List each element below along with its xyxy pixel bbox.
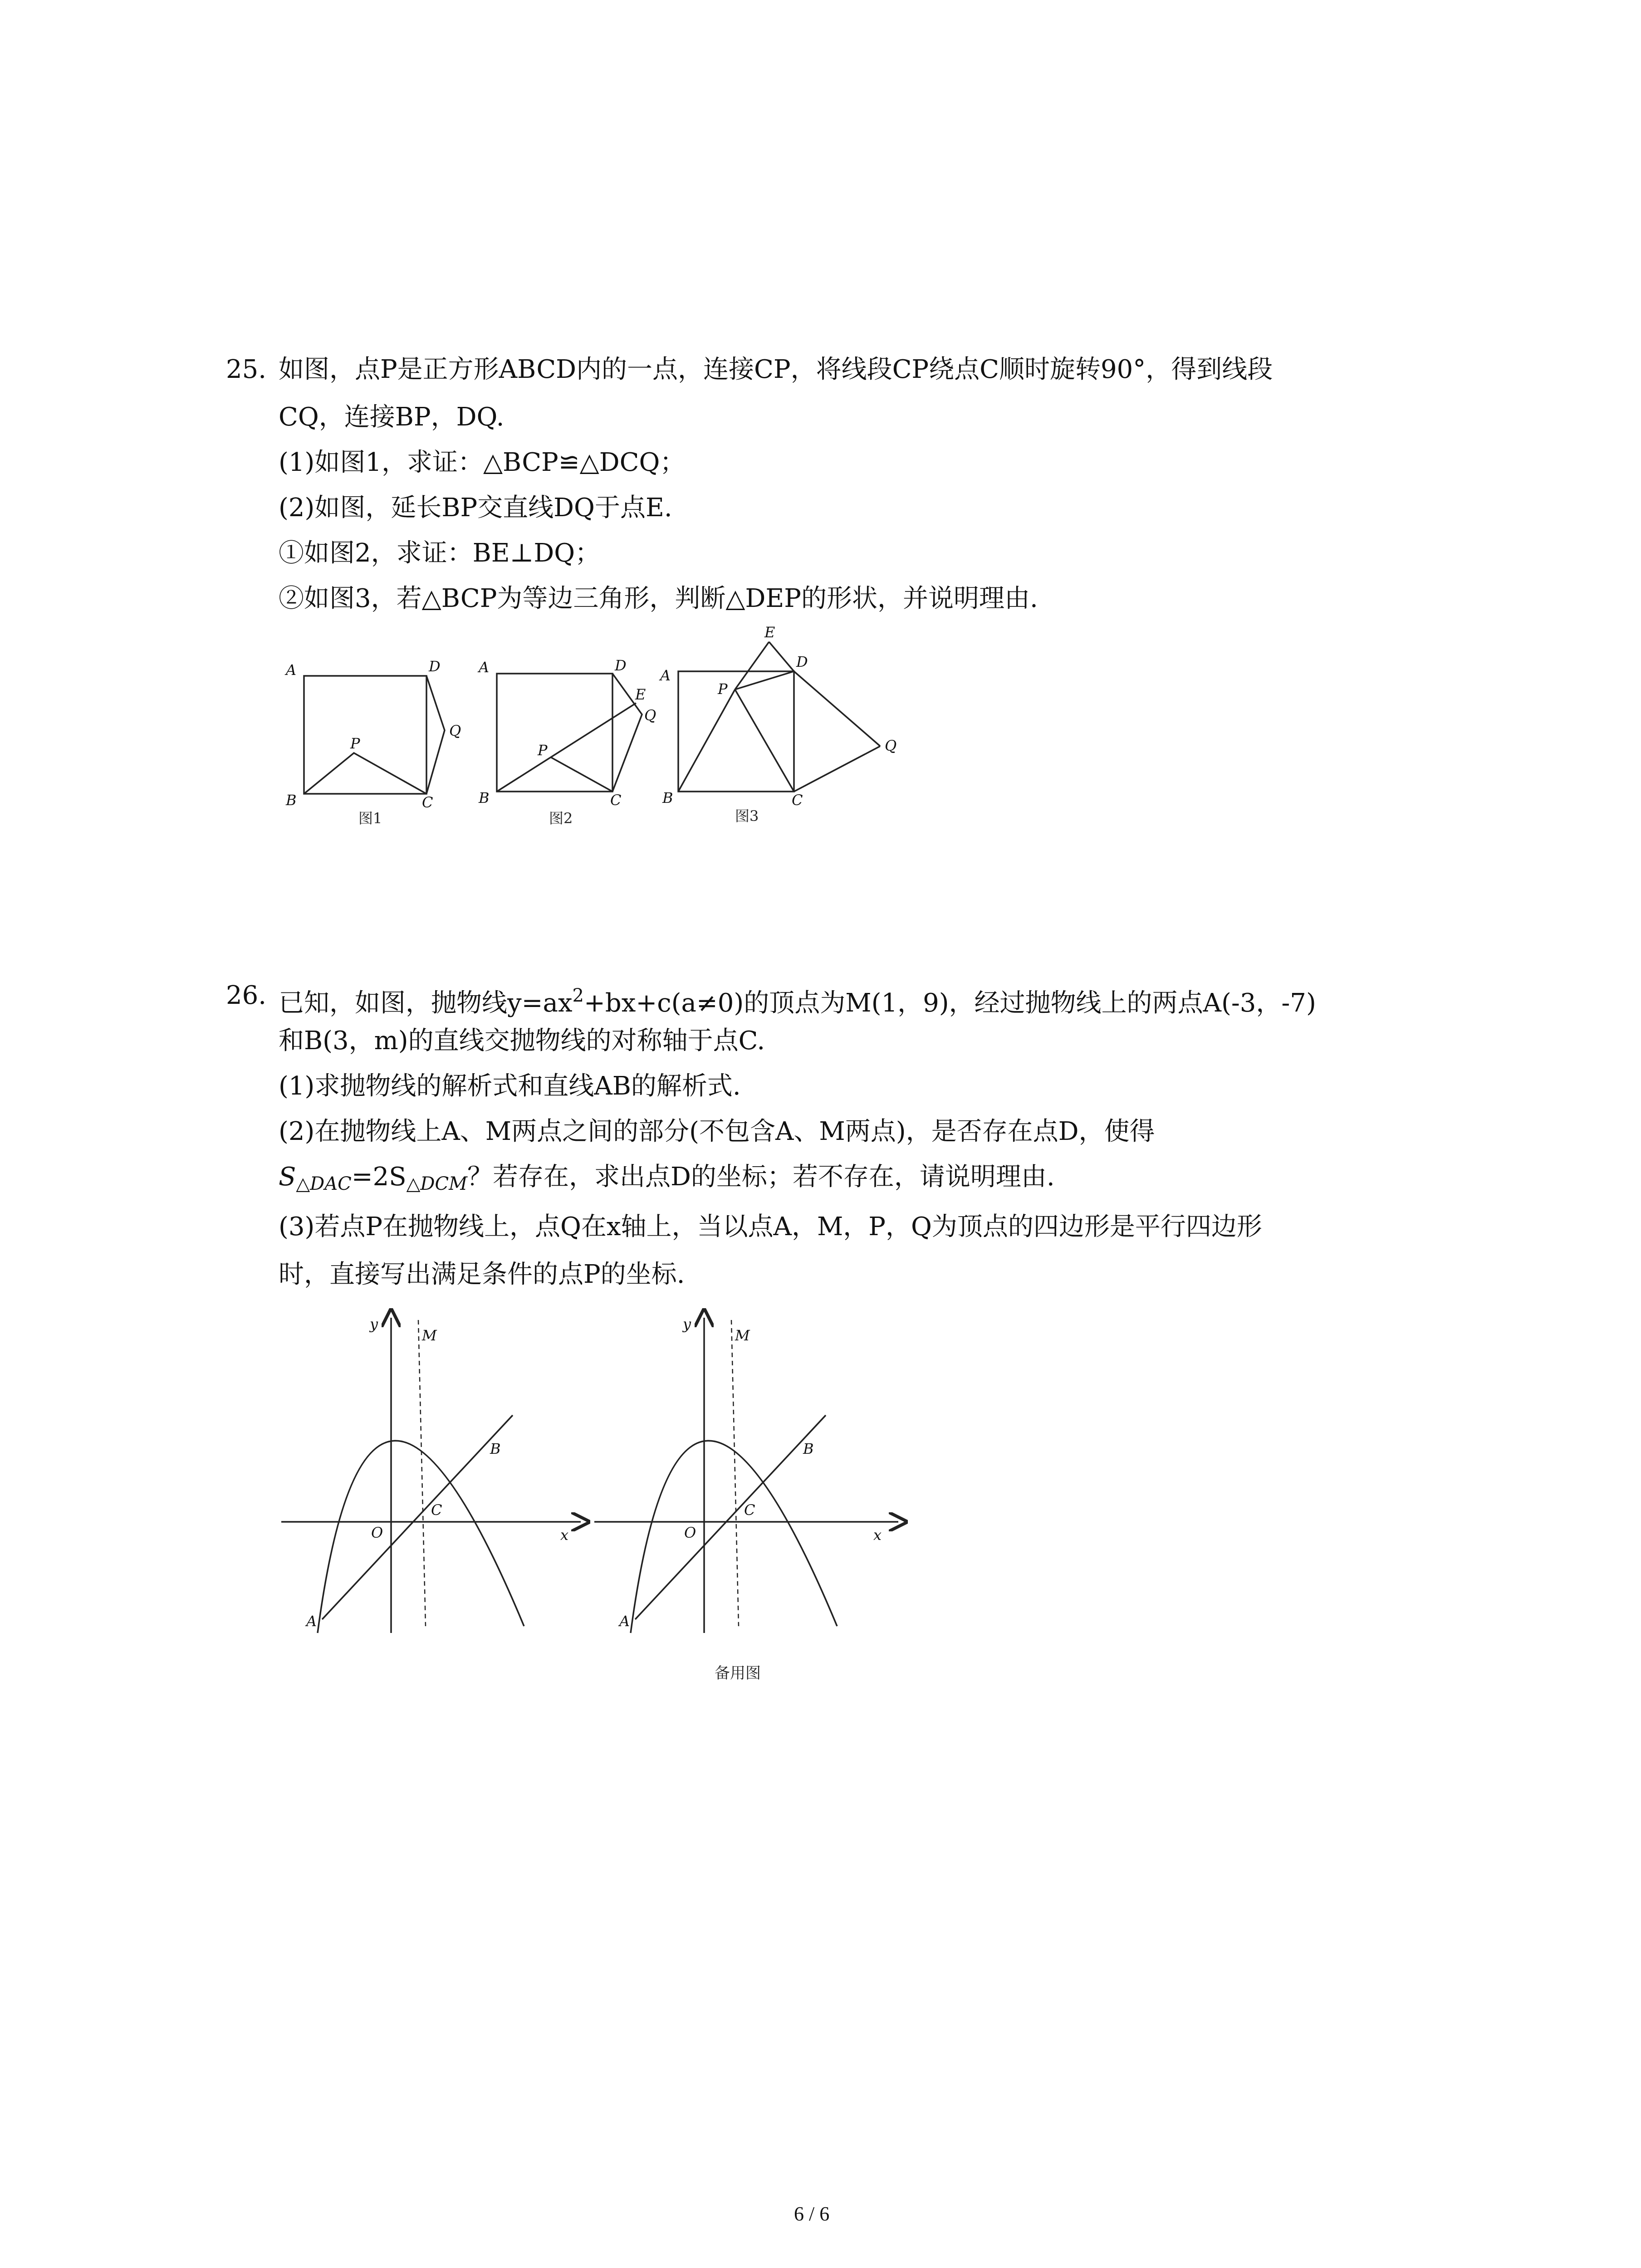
question-text: (2)如图，延长BP交直线DQ于点E. (279, 493, 672, 523)
point-label-c: C (431, 1501, 442, 1519)
label-e: E (764, 624, 775, 641)
point-label-b: B (490, 1440, 501, 1457)
label-q: Q (644, 707, 656, 724)
label-d: D (615, 657, 627, 674)
label-a: A (479, 659, 490, 676)
question-text: (3)若点P在抛物线上，点Q在x轴上，当以点A，M，P，Q为顶点的四边形是平行四边形 (279, 1212, 1262, 1242)
text-part: 已知，如图，抛物线y=ax (279, 988, 573, 1018)
question-text: ①如图2，求证：BE⊥DQ； (279, 538, 601, 568)
superscript: 2 (572, 985, 584, 1006)
label-c: C (610, 792, 622, 809)
question-text: CQ，连接BP，DQ. (279, 402, 505, 432)
text-part: =2S (351, 1162, 407, 1192)
subscript: △DCM (406, 1173, 468, 1194)
q26-graphs (272, 1306, 930, 1696)
question-text: ②如图3，若△BCP为等边三角形，判断△DEP的形状，并说明理由. (279, 584, 1038, 613)
label-a: A (660, 667, 671, 684)
spare-figure-caption: 备用图 (715, 1664, 761, 1682)
label-p: P (718, 680, 728, 698)
figure-caption: 图1 (358, 810, 382, 827)
question-text (279, 980, 1316, 1019)
label-b: B (662, 789, 673, 807)
question-text: (2)在抛物线上A、M两点之间的部分(不包含A、M两点)，是否存在点D，使得 (279, 1117, 1155, 1146)
figure-caption: 图3 (735, 807, 759, 825)
label-e: E (635, 686, 646, 703)
label-q: Q (449, 722, 461, 739)
label-b: B (286, 792, 297, 809)
point-label-b: B (803, 1440, 814, 1457)
point-label-m: M (735, 1327, 750, 1344)
point-label-m: M (422, 1327, 437, 1344)
label-d: D (429, 658, 441, 675)
label-c: C (792, 792, 803, 809)
label-a: A (286, 661, 297, 679)
text-part: +bx+c(a≠0)的顶点为M(1，9)，经过抛物线上的两点A(-3，-7) (583, 988, 1316, 1018)
text-part: S (279, 1162, 296, 1192)
question-text: 和B(3，m)的直线交抛物线的对称轴于点C. (279, 1026, 765, 1056)
label-d: D (796, 653, 808, 670)
figure-caption: 图2 (549, 810, 573, 827)
axis-label-x: x (873, 1526, 882, 1544)
point-label-a: A (619, 1613, 630, 1630)
label-q: Q (885, 737, 897, 754)
question-number: 26. (226, 981, 267, 1010)
text-part: ？若存在，求出点D的坐标；若不存在，请说明理由. (467, 1162, 1055, 1192)
question-text: 时，直接写出满足条件的点P的坐标. (279, 1260, 685, 1289)
label-c: C (422, 794, 433, 811)
origin-label: O (371, 1524, 383, 1541)
subscript: △DAC (296, 1173, 352, 1194)
point-label-a: A (306, 1613, 317, 1630)
question-text: (1)如图1，求证：△BCP≌△DCQ； (279, 448, 686, 477)
label-p: P (538, 742, 548, 759)
q25-figures (272, 621, 930, 857)
label-b: B (479, 789, 490, 807)
axis-label-y: y (683, 1315, 691, 1333)
axis-label-y: y (370, 1315, 378, 1333)
origin-label: O (684, 1524, 696, 1541)
question-text: 如图，点P是正方形ABCD内的一点，连接CP，将线段CP绕点C顺时旋转90°，得到线段 (279, 355, 1273, 384)
question-text: (1)求抛物线的解析式和直线AB的解析式. (279, 1071, 741, 1101)
label-p: P (350, 735, 360, 752)
page-number: 6 / 6 (794, 2203, 830, 2225)
point-label-c: C (744, 1501, 755, 1519)
question-number: 25. (226, 355, 267, 384)
axis-label-x: x (560, 1526, 569, 1544)
question-text (279, 1161, 1055, 1200)
